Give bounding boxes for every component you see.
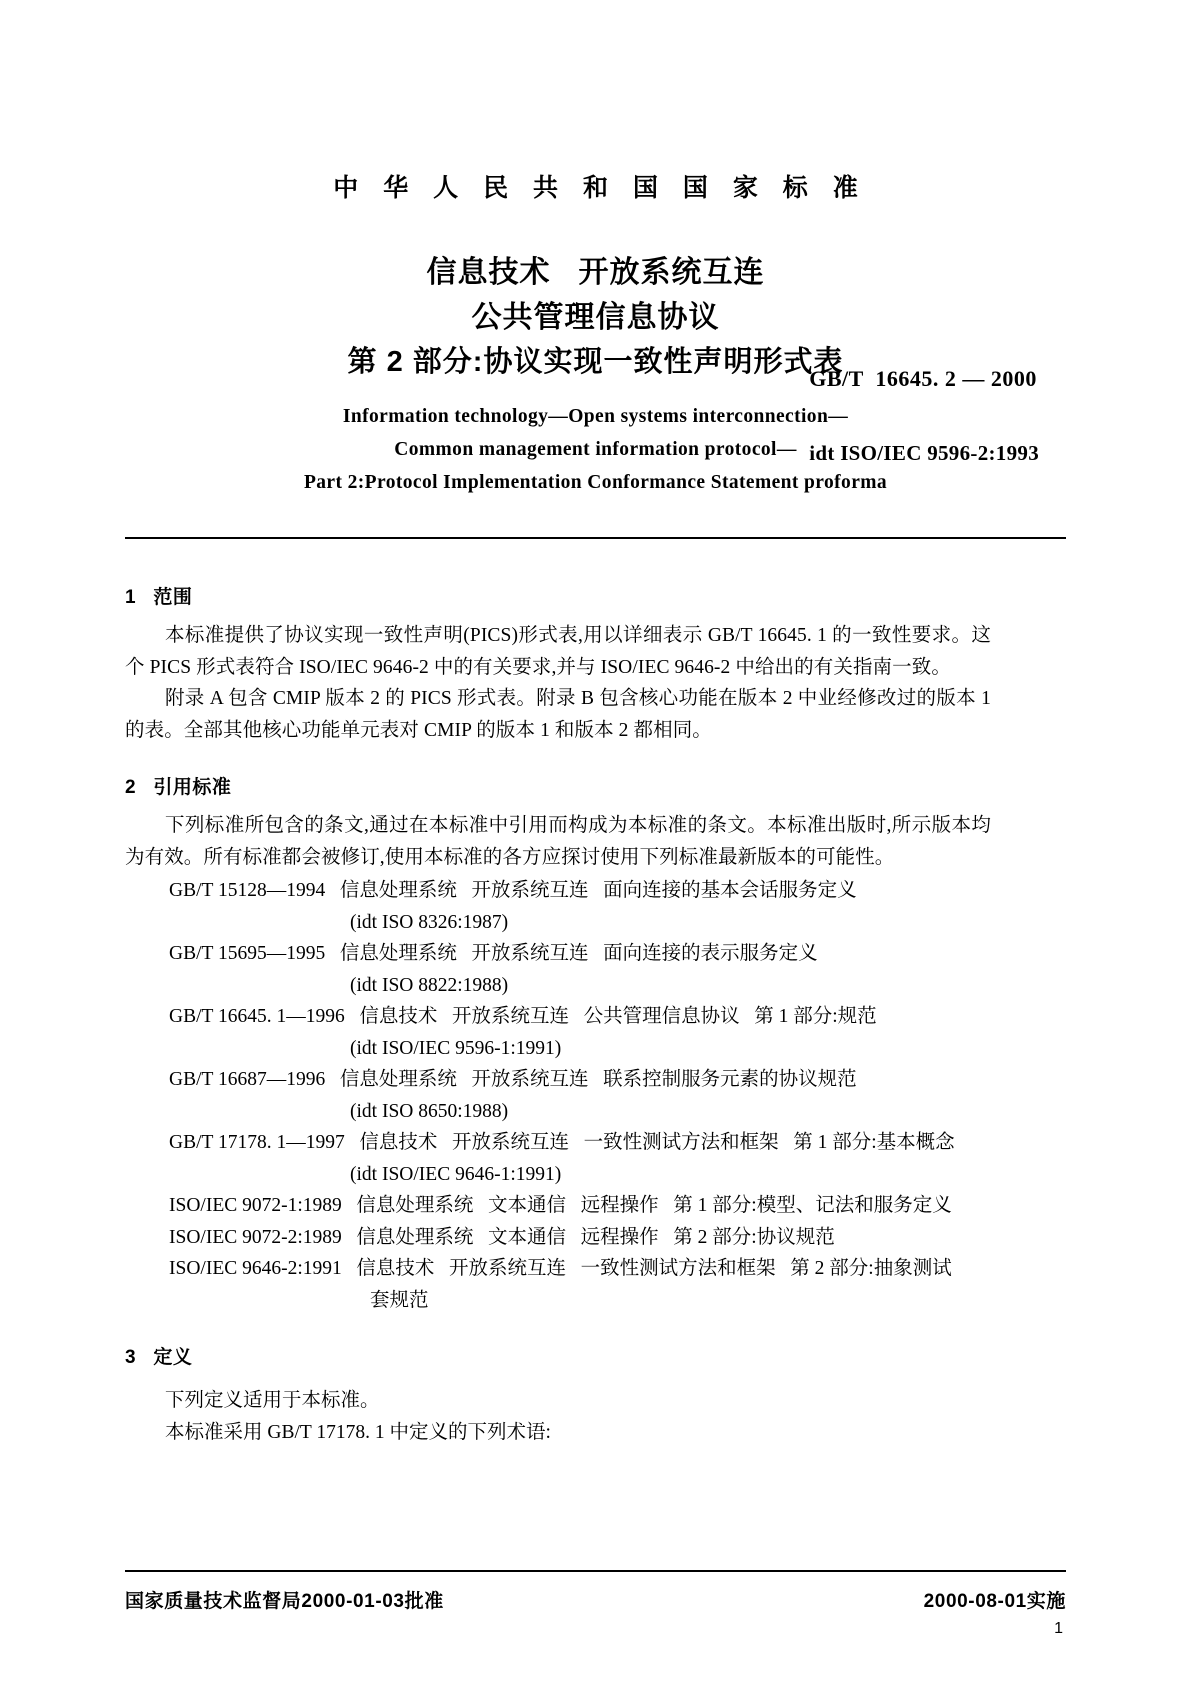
- section-heading-normative-references: 2 引用标准: [125, 777, 232, 798]
- reference-id: GB/T 15695—1995: [169, 943, 326, 964]
- document-body: [125, 582, 991, 1448]
- reference-list: [125, 875, 991, 1316]
- reference-equivalence: (idt ISO/IEC 9646-1:1991): [350, 1163, 562, 1185]
- reference-title: 信息处理系统 开放系统互连 面向连接的基本会话服务定义: [339, 880, 857, 901]
- title-en-line-1: Information technology—Open systems interconnection—: [342, 406, 849, 427]
- reference-id: GB/T 15128—1994: [169, 880, 326, 901]
- page-footer: [125, 1586, 1066, 1613]
- definitions-block: [125, 1385, 991, 1448]
- header-divider-rule: [125, 537, 1066, 539]
- page-number: 1: [1054, 1620, 1063, 1637]
- title-en-line-2: Common management information protocol—: [394, 439, 797, 460]
- reference-equivalence: (idt ISO 8822:1988): [350, 974, 509, 996]
- reference-equivalence: (idt ISO 8650:1988): [350, 1100, 509, 1122]
- title-en-block: [0, 400, 1191, 499]
- reference-entry: [125, 1190, 991, 1222]
- reference-title: 信息技术 开放系统互连 一致性测试方法和框架 第 2 部分:抽象测试: [356, 1258, 952, 1279]
- reference-title: 信息处理系统 文本通信 远程操作 第 2 部分:协议规范: [356, 1226, 835, 1248]
- scope-paragraph-1: 本标准提供了协议实现一致性声明(PICS)形式表,用以详细表示 GB/T 16645. 1 的一致性要求。这个 PICS 形式表符合 ISO/IEC 9646-2 中的有关要求,并与 ISO/IEC 9646-2 中给出的有关指南一致。: [125, 625, 991, 678]
- idt-standard-number: idt ISO/IEC 9596-2:1993: [809, 441, 1039, 465]
- scope-paragraph-2: 附录 A 包含 CMIP 版本 2 的 PICS 形式表。附录 B 包含核心功能在版本 2 中业经修改过的版本 1 的表。全部其他核心功能单元表对 CMIP 的版本 1 和版本 2 都相同。: [125, 688, 991, 741]
- reference-id: GB/T 16687—1996: [169, 1069, 326, 1090]
- reference-id: GB/T 17178. 1—1997: [169, 1132, 345, 1153]
- references-intro-paragraph: 下列标准所包含的条文,通过在本标准中引用而构成为本标准的条文。本标准出版时,所示版本均为有效。所有标准都会被修订,使用本标准的各方应探讨使用下列标准最新版本的可能性。: [125, 815, 991, 868]
- title-cn-line-2: 公共管理信息协议: [471, 301, 720, 334]
- reference-title-continuation: 套规范: [370, 1289, 429, 1311]
- title-cn-line-3: 第 2 部分:协议实现一致性声明形式表: [347, 346, 844, 378]
- definitions-paragraph-2: 本标准采用 GB/T 17178. 1 中定义的下列术语:: [165, 1421, 551, 1443]
- reference-entry: [125, 1001, 991, 1033]
- reference-id: ISO/IEC 9072-1:1989: [169, 1195, 342, 1216]
- definitions-paragraph-1: 下列定义适用于本标准。: [165, 1390, 380, 1411]
- reference-equivalence: (idt ISO 8326:1987): [350, 911, 509, 933]
- section-heading-definitions: 3 定义: [125, 1347, 193, 1368]
- section-heading-scope: 1 范围: [125, 587, 193, 608]
- reference-title: 信息处理系统 开放系统互连 面向连接的表示服务定义: [339, 943, 818, 964]
- reference-entry: [125, 1064, 991, 1096]
- reference-title: 信息技术 开放系统互连 一致性测试方法和框架 第 1 部分:基本概念: [359, 1132, 955, 1153]
- title-en-line-3: Part 2:Protocol Implementation Conformance Statement proforma: [303, 472, 888, 493]
- reference-title: 信息处理系统 开放系统互连 联系控制服务元素的协议规范: [339, 1069, 857, 1090]
- footer-implementation-text: 2000-08-01实施: [923, 1591, 1066, 1612]
- footer-approval-text: 国家质量技术监督局2000-01-03批准: [125, 1591, 444, 1612]
- reference-title: 信息处理系统 文本通信 远程操作 第 1 部分:模型、记法和服务定义: [356, 1195, 952, 1216]
- reference-id: ISO/IEC 9072-2:1989: [169, 1226, 342, 1248]
- standard-number: GB/T 16645. 2 — 2000: [809, 366, 1037, 391]
- title-cn-line-1: 信息技术 开放系统互连: [426, 256, 765, 289]
- reference-entry: [125, 938, 991, 970]
- reference-equivalence: (idt ISO/IEC 9596-1:1991): [350, 1037, 562, 1059]
- reference-title: 信息技术 开放系统互连 公共管理信息协议 第 1 部分:规范: [359, 1006, 877, 1027]
- reference-id: ISO/IEC 9646-2:1991: [169, 1258, 342, 1279]
- masthead: [0, 168, 1191, 204]
- footer-divider-rule: [125, 1570, 1066, 1572]
- reference-id: GB/T 16645. 1—1996: [169, 1006, 345, 1027]
- reference-entry: [125, 1253, 991, 1285]
- reference-entry: [125, 1127, 991, 1159]
- national-standard-label: 中 华 人 民 共 和 国 国 家 标 准: [333, 174, 867, 202]
- reference-entry: [125, 875, 991, 907]
- reference-entry: [125, 1222, 991, 1254]
